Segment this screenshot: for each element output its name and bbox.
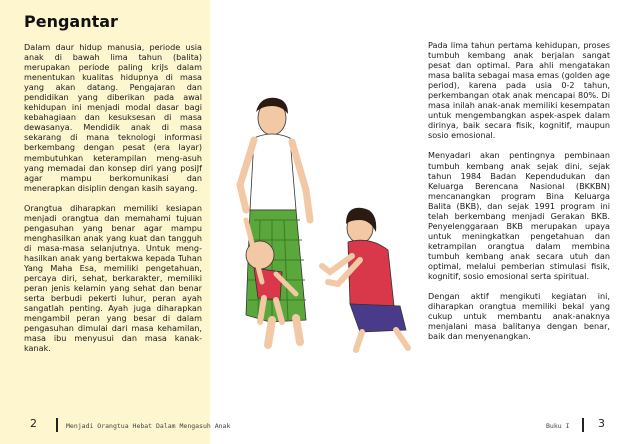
left-text-column (24, 42, 202, 363)
left-paragraph-1: Dalam daur hidup manusia, periode usia anak di bawah lima tahun (balita) merupakan periode paling kriJs dalam menentukan kualitas hidupnya di masa yang akan datang. Pengajaran dan pendidikan yang diberikan pada awal kehidupan ini menjadi modal dasar bagi kebahagiaan dan kesuksesan di masa dewasanya. Mendidik anak di masa sekarang di mana teknologi informasi berkembang dengan pesat (era layar) membutuhkan keterampilan meng-asuh yang memadai dan konsep diri yang posiJf agar mampu berkomunikasi dan menerapkan disiplin dengan kasih sayang. (24, 42, 202, 193)
footer-divider-right (582, 418, 584, 432)
right-paragraph-1: Pada lima tahun pertama kehidupan, proses tumbuh kembang anak berjalan sangat pesat dan optimal. Para ahli mengatakan masa balita sebagai masa emas (golden age period), karena pada usia 0-2 tahun, perkembangan otak anak mencapai 80%. Di masa inilah anak-anak memiliki kesempatan untuk mengembangkan aspek-aspek dalam dirinya, baik secara fisik, kognitif, maupun sosio emosional. (428, 40, 610, 141)
family-illustration (210, 60, 430, 360)
book-title: Menjadi Orangtua Hebat Dalam Mengasuh Anak (66, 422, 231, 430)
right-page-number: 3 (598, 417, 605, 430)
left-paragraph-2: Orangtua diharapkan memiliki kesiapan menjadi orangtua dan memahami tujuan pengasuhan yang benar agar mampu menghasilkan anak yang kuat dan tangguh di masa-masa selanjutnya. Untuk meng-hasilkan anak yang bertakwa kepada Tuhan Yang Maha Esa, memiliki pengetahuan, percaya diri, sehat, berkarakter, memiliki peran jenis kelamin yang sehat dan benar serta berbudi pekerti luhur, peran ayah sangatlah penting. Ayah juga diharapkan mengambil peran yang besar di dalam pengasuhan dimulai dari masa kehamilan, masa ibu menyusui dan masa kanak-kanak. (24, 202, 202, 354)
right-text-column (428, 40, 610, 351)
footer-divider-left (56, 418, 58, 432)
father-figure (240, 98, 310, 345)
book-label: Buku I (546, 422, 570, 430)
page-title: Pengantar (24, 12, 118, 31)
mother-figure (322, 208, 408, 350)
right-paragraph-3: Dengan aktif mengikuti kegiatan ini, diharapkan orangtua memiliki bekal yang cukup untuk membantu anak-anaknya menjalani masa balitanya dengan benar, baik dan menyenangkan. (428, 291, 610, 342)
page-footer (0, 414, 638, 438)
left-page-number: 2 (30, 417, 37, 430)
right-paragraph-2: Menyadari akan pentingnya pembinaan tumbuh kembang anak sejak dini, sejak tahun 1984 Badan Kependudukan dan Keluarga Berencana Nasional (BKKBN) mencanangkan program Bina Keluarga Balita (BKB), dan sejak 1991 program ini telah berkembang menjadi Gerakan BKB. Penyelenggaraan BKB merupakan upaya untuk meningkatkan pengetahuan dan ketrampilan orangtua dalam membina tumbuh kembang anak secara utuh dan optimal, melalui pemberian stimulasi fisik, kognitif, sosio emosional serta spiritual. (428, 150, 610, 282)
